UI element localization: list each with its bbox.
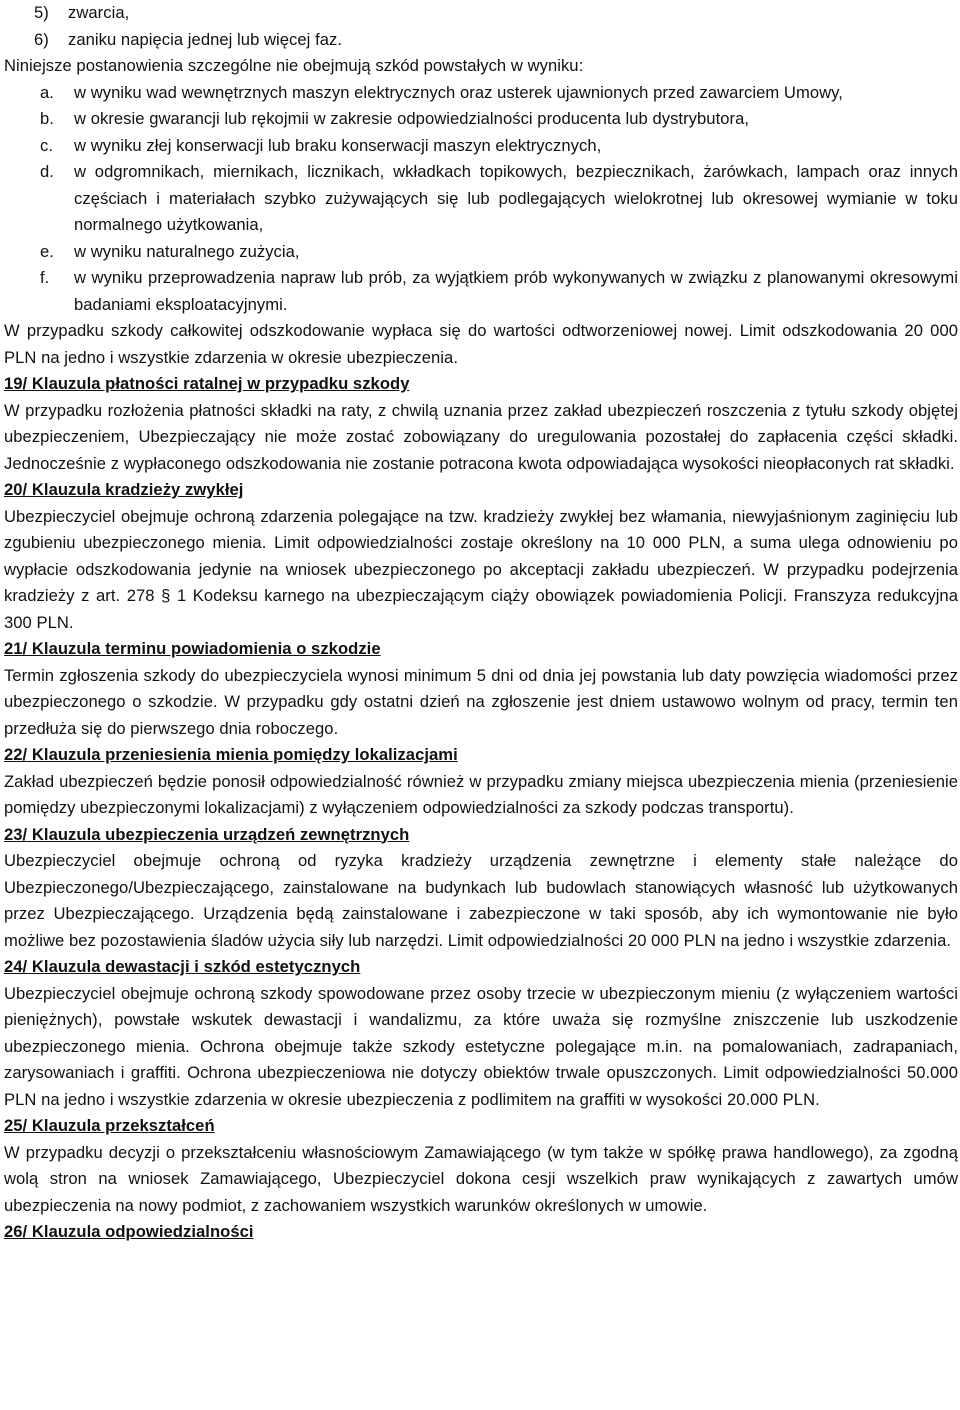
section-heading: 25/ Klauzula przekształceń [4,1116,215,1135]
section-23 [4,822,958,955]
list-item-text: zwarcia, [68,3,130,22]
section-text: Ubezpieczyciel obejmuje ochroną zdarzenia polegające na tzw. kradzieży zwykłej bez włamania, niewyjaśnionym zaginięciu lub zgubieniu ubezpieczonego mienia. Limit odpowiedzialności zostaje określony na 10 000 PLN, a suma ulega odnowieniu po wypłacie odszkodowania jedynie na wniosek ubezpieczonego po akceptacji zakładu ubezpieczeń. W przypadku podejrzenia kradzieży z art. 278 § 1 Kodeksu karnego na ubezpieczającym ciąży obowiązek powiadomienia Policji. Franszyza redukcyjna 300 PLN. [4,506,958,632]
exclusions-intro: Niniejsze postanowienia szczególne nie obejmują szkód powstałych w wyniku: [4,56,584,75]
section-text: W przypadku decyzji o przekształceniu własnościowym Zamawiającego (w tym także w spółkę prawa handlowego), za zgodną wolą stron na wniosek Zamawiającego, Ubezpieczyciel dokona cesji wszelkich praw wynikających z zawartych umów ubezpieczenia na nowy podmiot, z zachowaniem wszystkich warunków określonych w umowie. [4,1142,958,1215]
exclusion-item-d [4,159,958,239]
section-text: Zakład ubezpieczeń będzie ponosił odpowiedzialność również w przypadku zmiany miejsca ubezpieczenia mienia (przeniesienie pomiędzy ubezpieczonymi lokalizacjami) z wyłączeniem odpowiedzialności za szkody podczas transportu). [4,771,958,817]
section-20 [4,477,958,636]
section-21 [4,636,958,742]
exclusion-item-f [4,265,958,318]
list-item [4,0,958,27]
section-19 [4,371,958,477]
list-marker: 6) [34,29,49,49]
list-item-text: w wyniku wad wewnętrznych maszyn elektrycznych oraz usterek ujawnionych przed zawarciem Umowy, [74,82,843,102]
section-24 [4,954,958,1113]
list-marker: b. [40,109,54,128]
exclusion-item-a [4,80,958,107]
list-item-text: w odgromnikach, miernikach, licznikach, wkładkach topikowych, bezpiecznikach, żarówkach, lampach oraz innych częściach i materiałach szybko zużywających się lub podlegających wielokrotnej lub okresowej wymianie w toku normalnego użytkowania, [74,162,958,234]
section-text: Ubezpieczyciel obejmuje ochroną od ryzyka kradzieży urządzenia zewnętrzne i elementy stałe należące do Ubezpieczonego/Ubezpieczającego, zainstalowane na budynkach lub budowlach stanowiących własność lub użytkowanych przez Ubezpieczającego. Urządzenia będą zainstalowane i zabezpieczone w taki sposób, aby ich wymontowanie nie było możliwe bez pozostawienia śladów użycia siły lub narzędzi. Limit odpowiedzialności 20 000 PLN na jedno i wszystkie zdarzenia. [4,851,958,950]
exclusion-item-b [4,106,958,133]
total-damage-paragraph: W przypadku szkody całkowitej odszkodowanie wypłaca się do wartości odtworzeniowej nowej. Limit odszkodowania 20 000 PLN na jedno i wszystkie zdarzenia w okresie ubezpieczenia. [4,321,958,367]
section-heading: 19/ Klauzula płatności ratalnej w przypadku szkody [4,374,410,393]
section-heading: 20/ Klauzula kradzieży zwykłej [4,480,244,499]
section-heading: 26/ Klauzula odpowiedzialności [4,1222,254,1241]
exclusion-item-e [4,239,958,266]
list-marker: a. [40,82,54,102]
section-heading: 24/ Klauzula dewastacji i szkód estetycznych [4,957,361,976]
list-marker: d. [40,162,54,181]
section-26 [4,1219,958,1246]
section-heading: 23/ Klauzula ubezpieczenia urządzeń zewnętrznych [4,824,410,844]
list-item-text: w wyniku złej konserwacji lub braku konserwacji maszyn elektrycznych, [74,135,602,155]
section-heading: 22/ Klauzula przeniesienia mienia pomiędzy lokalizacjami [4,745,458,764]
list-item-text: zaniku napięcia jednej lub więcej faz. [68,29,343,49]
section-text: Termin zgłoszenia szkody do ubezpieczyciela wynosi minimum 5 dni od dnia jej powstania lub daty powzięcia wiadomości przez ubezpieczonego o szkodzie. W przypadku gdy ostatni dzień na zgłoszenie jest dniem ustawowo wolnym od pracy, termin ten przedłuża się do pierwszego dnia roboczego. [4,665,958,738]
list-marker: e. [40,241,54,261]
list-marker: 5) [34,3,49,22]
list-item-text: w okresie gwarancji lub rękojmii w zakresie odpowiedzialności producenta lub dystrybutora, [74,109,750,128]
list-marker: f. [40,268,50,287]
list-marker: c. [40,135,54,155]
section-22 [4,742,958,822]
list-item [4,27,958,54]
section-text: Ubezpieczyciel obejmuje ochroną szkody spowodowane przez osoby trzecie w ubezpieczonym mieniu (z wyłączeniem wartości pieniężnych), powstałe wskutek dewastacji i wandalizmu, za które uważa się rozmyślne zniszczenie lub uszkodzenie ubezpieczonego mienia. Ochrona obejmuje także szkody estetyczne polegające m.in. na pomalowaniach, zadrapaniach, zarysowaniach i graffiti. Ochrona ubezpieczeniowa nie dotyczy obiektów trwale opuszczonych. Limit odpowiedzialności 50.000 PLN na jedno i wszystkie zdarzenia w okresie ubezpieczenia z podlimitem na graffiti w wysokości 20.000 PLN. [4,983,958,1109]
exclusion-item-c [4,133,958,160]
section-text: W przypadku rozłożenia płatności składki na raty, z chwilą uznania przez zakład ubezpieczeń roszczenia z tytułu szkody objętej ubezpieczeniem, Ubezpieczający nie może zostać zobowiązany do uregulowania pozostałej do zapłacenia części składki. Jednocześnie z wypłaconego odszkodowania nie zostanie potracona kwota odpowiadająca wysokości nieopłaconych rat składki. [4,400,958,473]
section-heading: 21/ Klauzula terminu powiadomienia o szkodzie [4,639,381,658]
section-25 [4,1113,958,1219]
list-item-text: w wyniku naturalnego zużycia, [74,241,300,261]
list-item-text: w wyniku przeprowadzenia napraw lub prób, za wyjątkiem prób wykonywanych w związku z planowanymi okresowymi badaniami eksploatacyjnymi. [74,268,958,314]
